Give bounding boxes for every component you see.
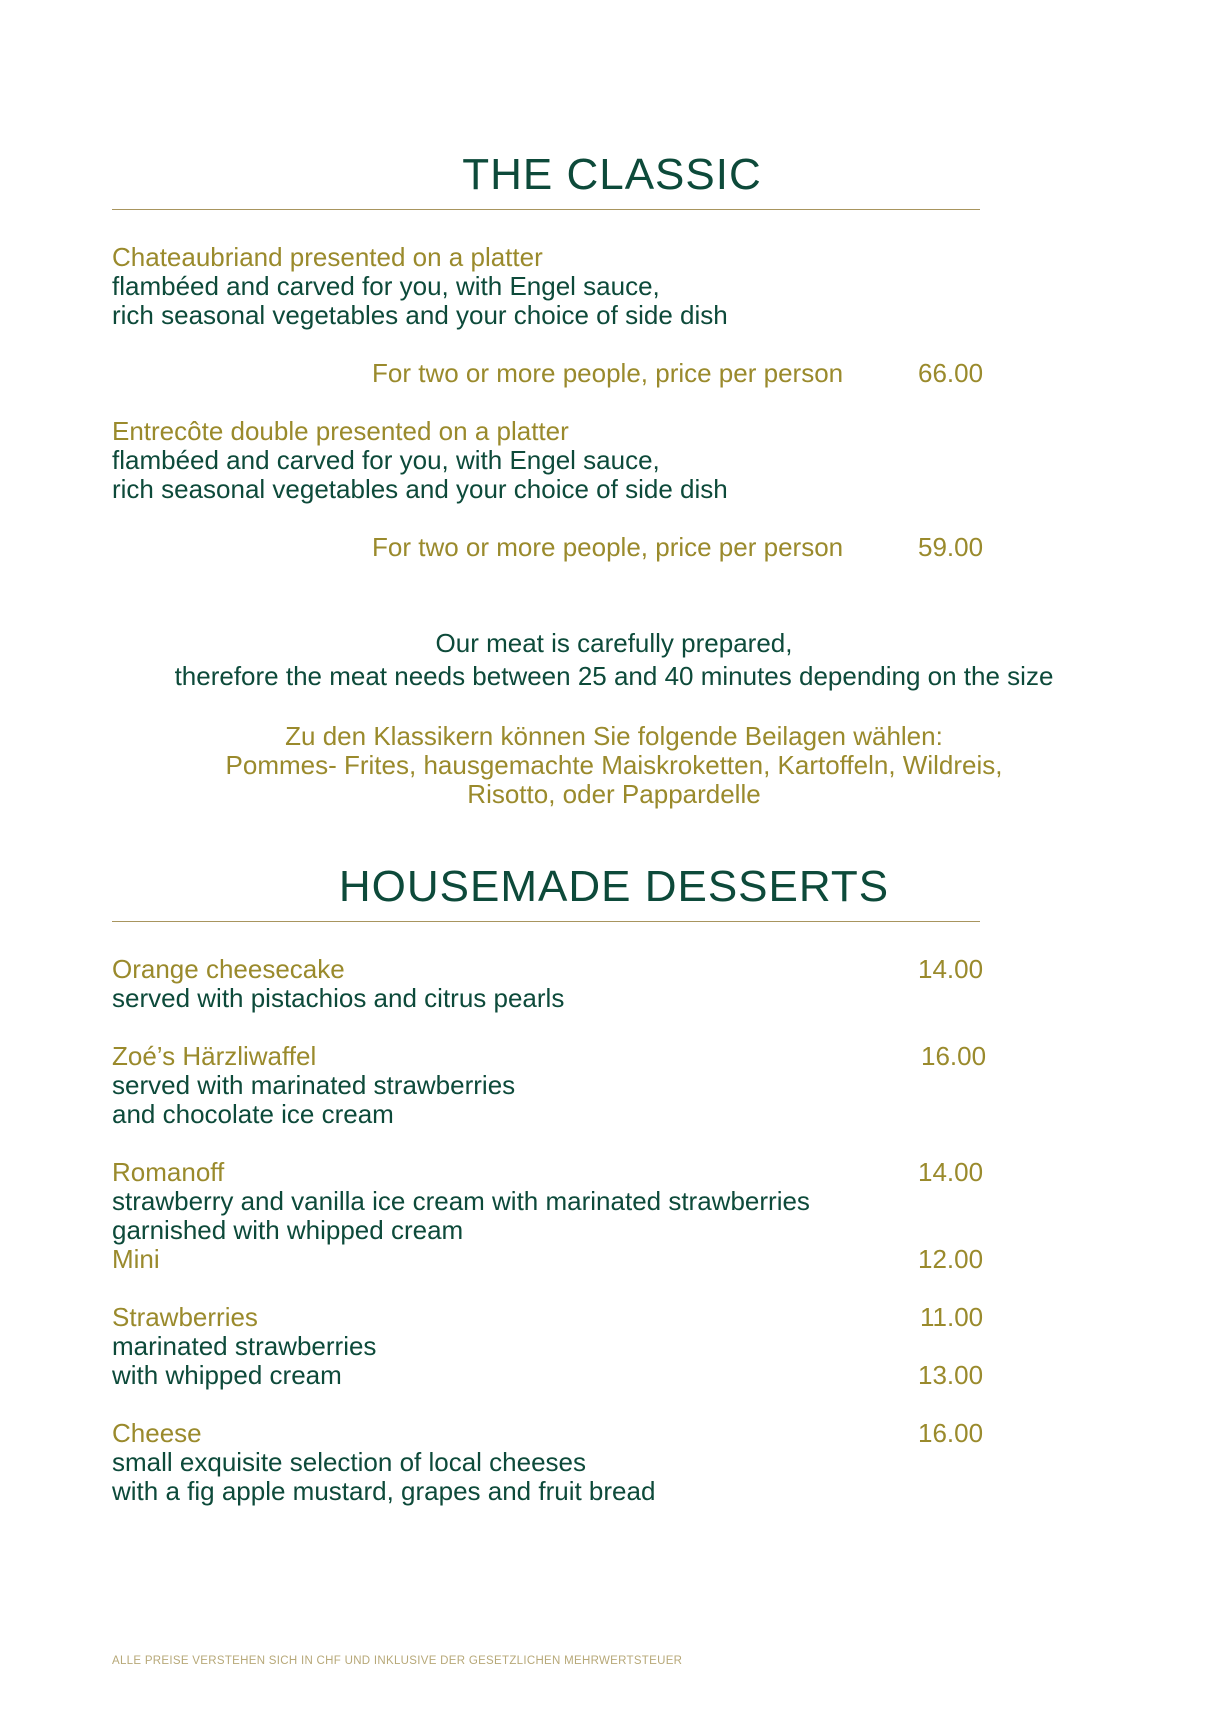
- dessert-description: served with marinated strawberries: [112, 1070, 516, 1100]
- dessert-description: marinated strawberries: [112, 1331, 377, 1361]
- dessert-description: strawberry and vanilla ice cream with marinated strawberries: [112, 1186, 810, 1216]
- item-name: Chateaubriand presented on a platter: [112, 242, 543, 272]
- item-name: Entrecôte double presented on a platter: [112, 416, 569, 446]
- item-description: flambéed and carved for you, with Engel sauce,: [112, 445, 660, 475]
- dessert-price: 14.00: [918, 1157, 984, 1187]
- dessert-description: small exquisite selection of local cheeses: [112, 1447, 587, 1477]
- meat-note: therefore the meat needs between 25 and 40 minutes depending on the size: [174, 661, 1054, 691]
- dessert-description: and chocolate ice cream: [112, 1099, 394, 1129]
- dessert-variant-price: 13.00: [918, 1360, 984, 1390]
- dessert-name: Orange cheesecake: [112, 954, 345, 984]
- sides-note: Pommes- Frites, hausgemachte Maiskroketten, Kartoffeln, Wildreis,: [225, 750, 1003, 780]
- price-note: For two or more people, price per person: [372, 532, 844, 562]
- desserts-heading: HOUSEMADE DESSERTS: [338, 862, 890, 911]
- dessert-name: Cheese: [112, 1418, 202, 1448]
- item-description: rich seasonal vegetables and your choice of side dish: [112, 474, 728, 504]
- dessert-description: with whipped cream: [112, 1360, 342, 1390]
- dessert-price: 16.00: [918, 1418, 984, 1448]
- item-description: rich seasonal vegetables and your choice of side dish: [112, 300, 728, 330]
- dessert-name: Romanoff: [112, 1157, 225, 1187]
- meat-note: Our meat is carefully prepared,: [435, 628, 793, 658]
- item-description: flambéed and carved for you, with Engel sauce,: [112, 271, 660, 301]
- dessert-description: with a fig apple mustard, grapes and fruit bread: [112, 1476, 656, 1506]
- footer-vat-note: ALLE PREISE VERSTEHEN SICH IN CHF UND INKLUSIVE DER GESETZLICHEN MEHRWERTSTEUER: [112, 1655, 683, 1667]
- dessert-price: 11.00: [920, 1302, 984, 1332]
- sides-note: Risotto, oder Pappardelle: [467, 779, 761, 809]
- dessert-description: garnished with whipped cream: [112, 1215, 464, 1245]
- sides-note: Zu den Klassikern können Sie folgende Beilagen wählen:: [285, 721, 943, 751]
- dessert-variant-price: 12.00: [918, 1244, 984, 1274]
- dessert-price: 16.00: [921, 1041, 987, 1071]
- classic-divider: [112, 209, 980, 210]
- classic-heading: THE CLASSIC: [462, 150, 762, 199]
- dessert-variant: Mini: [112, 1244, 160, 1274]
- dessert-name: Strawberries: [112, 1302, 258, 1332]
- dessert-price: 14.00: [918, 954, 984, 984]
- price-note: For two or more people, price per person: [372, 358, 844, 388]
- item-price: 66.00: [918, 358, 984, 388]
- item-price: 59.00: [918, 532, 984, 562]
- dessert-description: served with pistachios and citrus pearls: [112, 983, 565, 1013]
- dessert-name: Zoé’s Härzliwaffel: [112, 1041, 317, 1071]
- desserts-divider: [112, 921, 980, 922]
